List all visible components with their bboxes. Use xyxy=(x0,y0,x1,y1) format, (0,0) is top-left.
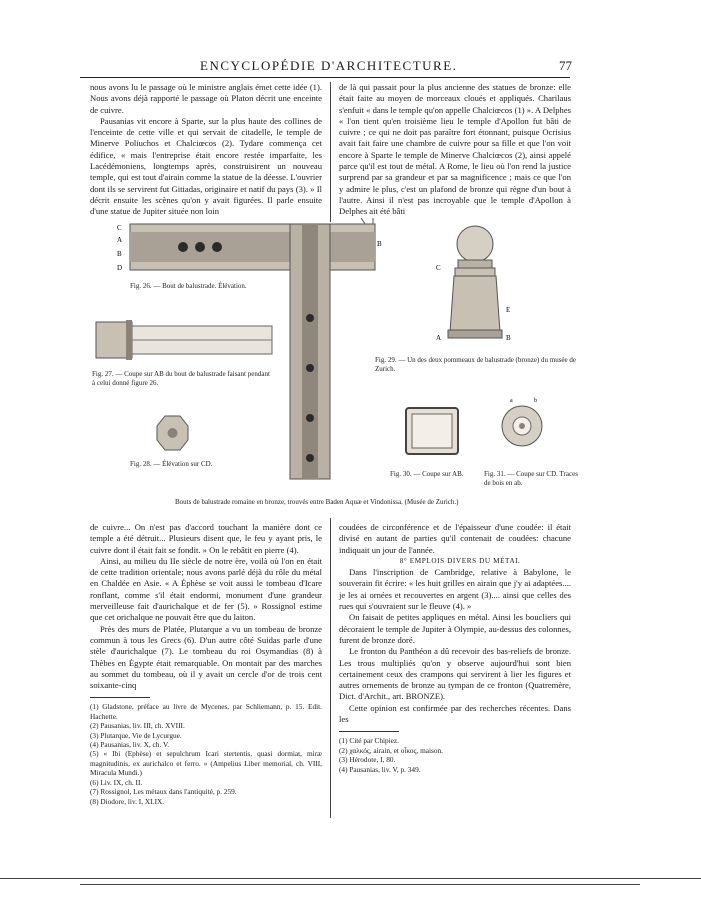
footnote: (7) Rossignol, Les métaux dans l'antiquité, p. 259. xyxy=(90,787,237,797)
footnote: (5) « Ibi (Ephèse) et sepulchrum Icari stertentis, quasi dormiat, miræ magnitudinis, ex aurichalco et ferro. » (Ampelius Liber memorial, ch. VIII, Miracula Mundi.) xyxy=(90,749,322,778)
footnote: (6) Liv. IX, ch. II. xyxy=(90,777,143,787)
right-column-top xyxy=(339,82,571,218)
paragraph: Le fronton du Panthéon a dû recevoir des bas-reliefs de bronze. Les trous multipliés qu'on y observe aujourd'hui sont bien certainement ceux des crampons qui servirent à lier les figures et autres ornements de bronze au tympan de ce fronton (Quatremère, Dict. d'Archit., art. BRONZE). xyxy=(339,646,571,702)
bottom-rule xyxy=(0,878,701,879)
caption-fig27: Fig. 27. — Coupe sur AB du bout de balustrade faisant pendant à celui donné figure 26. xyxy=(92,370,270,387)
paragraph: coudées de circonférence et de l'épaisseur d'une coudée: il était divisé en autant de parties qu'il contenait de coudées: chacune indiquait un jour de l'année. xyxy=(339,522,571,555)
footnote-rule xyxy=(339,731,399,732)
caption-main: Bouts de balustrade romaine en bronze, trouvés entre Baden Aquæ et Vindonissa. (Musée de Zurich.) xyxy=(175,498,459,506)
hole xyxy=(178,242,188,252)
paragraph: Pausanias vit encore à Sparte, sur la plus haute des collines de l'enceinte de cette ville et qui servait de citadelle, le temple de Minerve Poliuchos et Chalciœcos (2). Tydare commença cet édifice, « mais l'entreprise était encore restée imparfaite, les Lacédémoniens, longtemps après, construisirent un nouveau temple, qui est tout d'airain comme la statue de la déesse. L'ouvrier dont ils se servirent fut Gitiadas, originaire et natif du pays (3). » Il décrit ensuite les scènes qu'on y avait figurées. Il parle ensuite d'une statue de Jupiter située non loin xyxy=(90,115,322,217)
label-c: C xyxy=(436,264,441,272)
paragraph: Près des murs de Platée, Plutarque a vu un tombeau de bronze commun à tous les Grecs (6). D'un autre côté Suidas parle d'une stèle d'aurichalque (7). Le tombeau du roi Osymandias (8) à Thèbes en Égypte était remarquable. On montait par des marches au sommet du tombeau, où il y avait un cercle d'or de trois cent soixante-cinq xyxy=(90,623,322,691)
hole xyxy=(306,314,314,322)
running-title: ENCYCLOPÉDIE D'ARCHITECTURE. xyxy=(200,58,458,73)
caption-fig28: Fig. 28. — Élévation sur CD. xyxy=(130,460,213,468)
hole xyxy=(212,242,222,252)
label-b: B xyxy=(117,250,122,258)
hole xyxy=(306,364,314,372)
footnote: (1) Gladstone, préface au livre de Mycenes, par Schliemann, p. 15. Edit. Hachette. xyxy=(90,702,322,721)
label-c: C xyxy=(117,224,122,232)
bottom-rule xyxy=(80,884,640,885)
footnote: (3) Plutarque, Vie de Lycurgue. xyxy=(90,730,182,740)
figure-30-section xyxy=(398,402,468,460)
footnote: (3) Hérodote, I, 80. xyxy=(339,755,396,765)
footnote: (4) Pausanias, liv. X, ch. V. xyxy=(90,740,170,750)
footnotes xyxy=(339,736,571,774)
column-divider xyxy=(330,82,331,222)
column-divider xyxy=(330,518,331,818)
hole xyxy=(195,242,205,252)
footnote: (2) χαλκός, airain, et οἶκος, maison. xyxy=(339,745,443,755)
figure-27-section xyxy=(92,318,277,363)
header-rule xyxy=(80,77,570,78)
paragraph: Cette opinion est confirmée par des recherches récentes. Dans les xyxy=(339,702,571,725)
paragraph: On faisait de petites appliques en métal. Ainsi les boucliers qui décoraient le temple de Jupiter à Olympie, au-dessus des colonnes, furent de bronze doré. xyxy=(339,612,571,645)
label-b: B xyxy=(506,334,511,342)
footnote: (4) Pausanias, liv. V, p. 349. xyxy=(339,764,421,774)
footnote: (8) Diodore, liv. I, XLIX. xyxy=(90,796,165,806)
label-b: B xyxy=(377,240,382,248)
hole xyxy=(306,414,314,422)
figure-31-section xyxy=(492,394,552,454)
left-column-top xyxy=(90,82,322,218)
caption-fig26: Fig. 26. — Bout de balustrade. Élévation. xyxy=(130,282,247,290)
paragraph: de cuivre... On n'est pas d'accord touchant la manière dont ce temple a été détruit... Plusieurs disent que, le feu y ayant pris, le cuivre dont il était fait se fondit. » On le rebâtit en pierre (4). xyxy=(90,522,322,555)
footnote: (1) Cité par Chipiez. xyxy=(339,736,399,746)
page-header xyxy=(80,58,570,76)
page-number: 77 xyxy=(559,58,572,73)
caption-fig30: Fig. 30. — Coupe sur AB. xyxy=(390,470,464,478)
paragraph: Ainsi, au milieu du IIe siècle de notre ère, voilà où l'on en était de cette tradition orientale; nous avons parlé déjà du rôle du métal en Chaldée en Asie. « A Éphèse se voit aussi le tombeau d'Icare ronflant, comme s'il était endormi, monument d'une grandeur merveilleuse fait d'aurichalque et de fer (5). » Rossignol estime que cet orichalque ne pouvait être que du laiton. xyxy=(90,555,322,623)
footnote-rule xyxy=(90,697,150,698)
label-e: E xyxy=(506,306,511,314)
section-title: 8° EMPLOIS DIVERS DU MÉTAL xyxy=(399,556,521,565)
label-d: D xyxy=(117,264,123,272)
figure-29-knob xyxy=(430,222,530,352)
right-column-bottom xyxy=(339,522,571,774)
paragraph: Dans l'inscription de Cambridge, relative à Babylone, le souverain fit écrire: « les huit grilles en airain que j'y ai adaptées.... je les ai ornées et recouvertes en argent (3).... ainsi que celles des rues qui s'ouvraient sur le fleuve (4). » xyxy=(339,567,571,612)
paragraph: de là qui passait pour la plus ancienne des statues de bronze: elle était faite au moyen de morceaux cloués et appliqués. Charilaus s'enfuit « dans le temple qu'on appelle Chalciœcos (1) ». A Delphes « l'on tient qu'en troisième lieu le temple d'Apollon fut bâti de cuivre ; ce qui ne doit pas paraître fort étonnant, puisque Ocrisius avait fait faire une chambre de cuivre pour sa fille et que l'on voit encore à Sparte le temple de Minerve Chalciœcos (2), ainsi appelé parce qu'il est tout de métal. A Rome, le lieu où l'on rend la justice surprend par sa grandeur et par sa magnificence ; mais ce que l'on y admire le plus, c'est un plafond de bronze qui règne d'un bout à l'autre. Ainsi il n'est pas incroyable que le temple d'Apollon à Delphes ait été bâti xyxy=(339,82,571,217)
footnote: (2) Pausanias, liv. III, ch. XVIII. xyxy=(90,721,185,731)
figure-28-elevation xyxy=(155,414,190,452)
label-a-small: a xyxy=(510,398,513,404)
label-a: A xyxy=(117,236,123,244)
label-a: A xyxy=(436,334,442,342)
paragraph: nous avons lu le passage où le ministre anglais émet cette idée (1). Nous avons déjà rapporté le passage où Platon décrit une enceinte de cuivre. xyxy=(90,82,322,115)
footnotes xyxy=(90,702,322,805)
hole xyxy=(306,454,314,462)
left-column-bottom xyxy=(90,522,322,806)
caption-fig29: Fig. 29. — Un des deux pommeaux de balustrade (bronze) du musée de Zurich. xyxy=(375,356,577,373)
caption-fig31: Fig. 31. — Coupe sur CD. Traces de bois en ab. xyxy=(484,470,578,487)
label-b-small: b xyxy=(534,398,537,404)
